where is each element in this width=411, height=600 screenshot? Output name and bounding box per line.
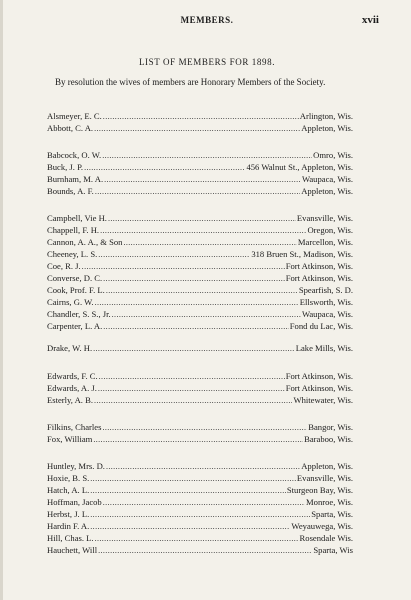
- member-entry: [47, 261, 353, 272]
- member-entry: [47, 545, 353, 556]
- member-location: Fort Atkinson, Wis.: [285, 261, 353, 271]
- member-location: Bangor, Wis.: [308, 422, 353, 432]
- dot-leader: [90, 509, 310, 520]
- member-entry: [47, 297, 353, 308]
- dot-leader: [103, 273, 285, 284]
- member-location: Sparta, Wis: [313, 545, 353, 555]
- member-entry: [47, 461, 353, 472]
- dot-leader: [100, 225, 306, 236]
- member-name: Chappell, F. H.: [47, 225, 100, 235]
- dot-leader: [95, 533, 299, 544]
- dot-leader: [98, 383, 285, 394]
- dot-leader: [123, 237, 296, 248]
- member-entry: [47, 422, 353, 433]
- member-name: Abbott, C. A.: [47, 123, 94, 133]
- member-name: Converse, D. C.: [47, 273, 103, 283]
- running-head: MEMBERS.: [180, 15, 234, 25]
- dot-leader: [108, 213, 296, 224]
- member-name: Hatch, A. L.: [47, 485, 90, 495]
- member-name: Babcock, O. W.: [47, 150, 102, 160]
- member-name: Alsmeyer, E. C.: [47, 111, 102, 121]
- dot-leader: [103, 321, 289, 332]
- member-name: Herbst, J. L.: [47, 509, 90, 519]
- member-name: Hauchett, Will: [47, 545, 98, 555]
- member-location: Sturgeon Bay, Wis.: [286, 485, 353, 495]
- dot-leader: [98, 249, 250, 260]
- member-name: Fox, William: [47, 434, 93, 444]
- member-location: Spearfish, S. D.: [298, 285, 353, 295]
- member-entry: [47, 321, 353, 332]
- member-name: Buck, J. P.: [47, 162, 84, 172]
- dot-leader: [103, 111, 299, 122]
- dot-leader: [102, 422, 307, 433]
- dot-leader: [95, 186, 300, 197]
- member-entry: [47, 343, 353, 354]
- dot-leader: [90, 485, 286, 496]
- member-name: Filkins, Charles: [47, 422, 102, 432]
- member-location: Appleton, Wis.: [301, 186, 353, 196]
- member-entry: [47, 383, 353, 394]
- member-location: 456 Walnut St., Appleton, Wis.: [246, 162, 353, 172]
- member-name: Cook, Prof. F. L.: [47, 285, 105, 295]
- member-name: Campbell, Vie H.: [47, 213, 107, 223]
- member-location: Baraboo, Wis.: [304, 434, 353, 444]
- dot-leader: [94, 123, 300, 134]
- member-name: Cairns, G. W.: [47, 297, 94, 307]
- member-entry: [47, 150, 353, 161]
- member-entry: [47, 509, 353, 520]
- member-name: Bounds, A. F.: [47, 186, 94, 196]
- member-name: Edwards, A. J.: [47, 383, 97, 393]
- dot-leader: [103, 497, 305, 508]
- member-name: Edwards, F. C.: [47, 371, 98, 381]
- member-name: Hill, Chas. L.: [47, 533, 94, 543]
- member-entry: [47, 309, 353, 320]
- member-location: 318 Bruen St., Madison, Wis.: [251, 249, 353, 259]
- dot-leader: [99, 371, 285, 382]
- member-name: Drake, W. H.: [47, 343, 93, 353]
- member-name: Cheeney, L. S.: [47, 249, 98, 259]
- member-entry: [47, 249, 353, 260]
- member-entry: [47, 521, 353, 532]
- member-location: Fond du Lac, Wis.: [289, 321, 353, 331]
- dot-leader: [90, 473, 296, 484]
- member-name: Cannon, A. A., & Son: [47, 237, 123, 247]
- member-entry: [47, 371, 353, 382]
- member-location: Waupaca, Wis.: [301, 309, 353, 319]
- member-location: Monroe, Wis.: [306, 497, 353, 507]
- member-location: Evansville, Wis.: [296, 473, 353, 483]
- member-location: Evansville, Wis.: [296, 213, 353, 223]
- dot-leader: [102, 150, 312, 161]
- member-location: Weyauwega, Wis.: [291, 521, 353, 531]
- member-entry: [47, 485, 353, 496]
- dot-leader: [112, 309, 301, 320]
- member-location: Fort Atkinson, Wis.: [285, 383, 353, 393]
- dot-leader: [93, 343, 295, 354]
- member-name: Hardin F. A.: [47, 521, 90, 531]
- member-name: Hoxie, B. S.: [47, 473, 90, 483]
- member-location: Lake Mills, Wis.: [295, 343, 353, 353]
- dot-leader: [82, 261, 285, 272]
- page-number: xvii: [361, 14, 379, 26]
- dot-leader: [98, 545, 312, 556]
- member-entry: [47, 213, 353, 224]
- list-title: LIST OF MEMBERS FOR 1898.: [138, 57, 276, 67]
- member-location: Fort Atkinson, Wis.: [285, 371, 353, 381]
- member-entry: [47, 237, 353, 248]
- member-location: Whitewater, Wis.: [293, 395, 353, 405]
- member-entry: [47, 273, 353, 284]
- member-location: Oregon, Wis.: [307, 225, 353, 235]
- dot-leader: [106, 285, 298, 296]
- member-name: Chandler, S. S., Jr.: [47, 309, 111, 319]
- member-entry: [47, 162, 353, 173]
- dot-leader: [94, 395, 292, 406]
- member-location: Arlington, Wis.: [299, 111, 353, 121]
- member-entry: [47, 434, 353, 445]
- member-entry: [47, 225, 353, 236]
- member-location: Omro, Wis.: [313, 150, 353, 160]
- member-list: [3, 0, 411, 600]
- member-name: Carpenter, L. A.: [47, 321, 103, 331]
- member-entry: [47, 111, 353, 122]
- member-location: Marcellon, Wis.: [297, 237, 353, 247]
- member-location: Fort Atkinson, Wis.: [285, 273, 353, 283]
- member-name: Coe, R. J.: [47, 261, 81, 271]
- member-location: Sparta, Wis.: [311, 509, 353, 519]
- intro-paragraph: By resolution the wives of members are Honorary Members of the Society.: [55, 77, 326, 87]
- member-location: Appleton, Wis.: [301, 123, 353, 133]
- member-name: Hoffman, Jacob: [47, 497, 102, 507]
- member-entry: [47, 174, 353, 185]
- member-location: Waupaca, Wis.: [301, 174, 353, 184]
- dot-leader: [106, 461, 300, 472]
- dot-leader: [104, 174, 301, 185]
- member-entry: [47, 473, 353, 484]
- member-location: Rosendale Wis.: [299, 533, 353, 543]
- dot-leader: [90, 521, 290, 532]
- member-location: Ellsworth, Wis.: [299, 297, 353, 307]
- dot-leader: [95, 297, 299, 308]
- member-name: Burnham, M. A.: [47, 174, 104, 184]
- member-entry: [47, 497, 353, 508]
- dot-leader: [84, 162, 245, 173]
- dot-leader: [93, 434, 303, 445]
- member-name: Esterly, A. B.: [47, 395, 93, 405]
- member-entry: [47, 123, 353, 134]
- member-entry: [47, 285, 353, 296]
- member-location: Appleton, Wis.: [301, 461, 353, 471]
- member-entry: [47, 533, 353, 544]
- member-entry: [47, 186, 353, 197]
- member-entry: [47, 395, 353, 406]
- member-name: Huntley, Mrs. D.: [47, 461, 105, 471]
